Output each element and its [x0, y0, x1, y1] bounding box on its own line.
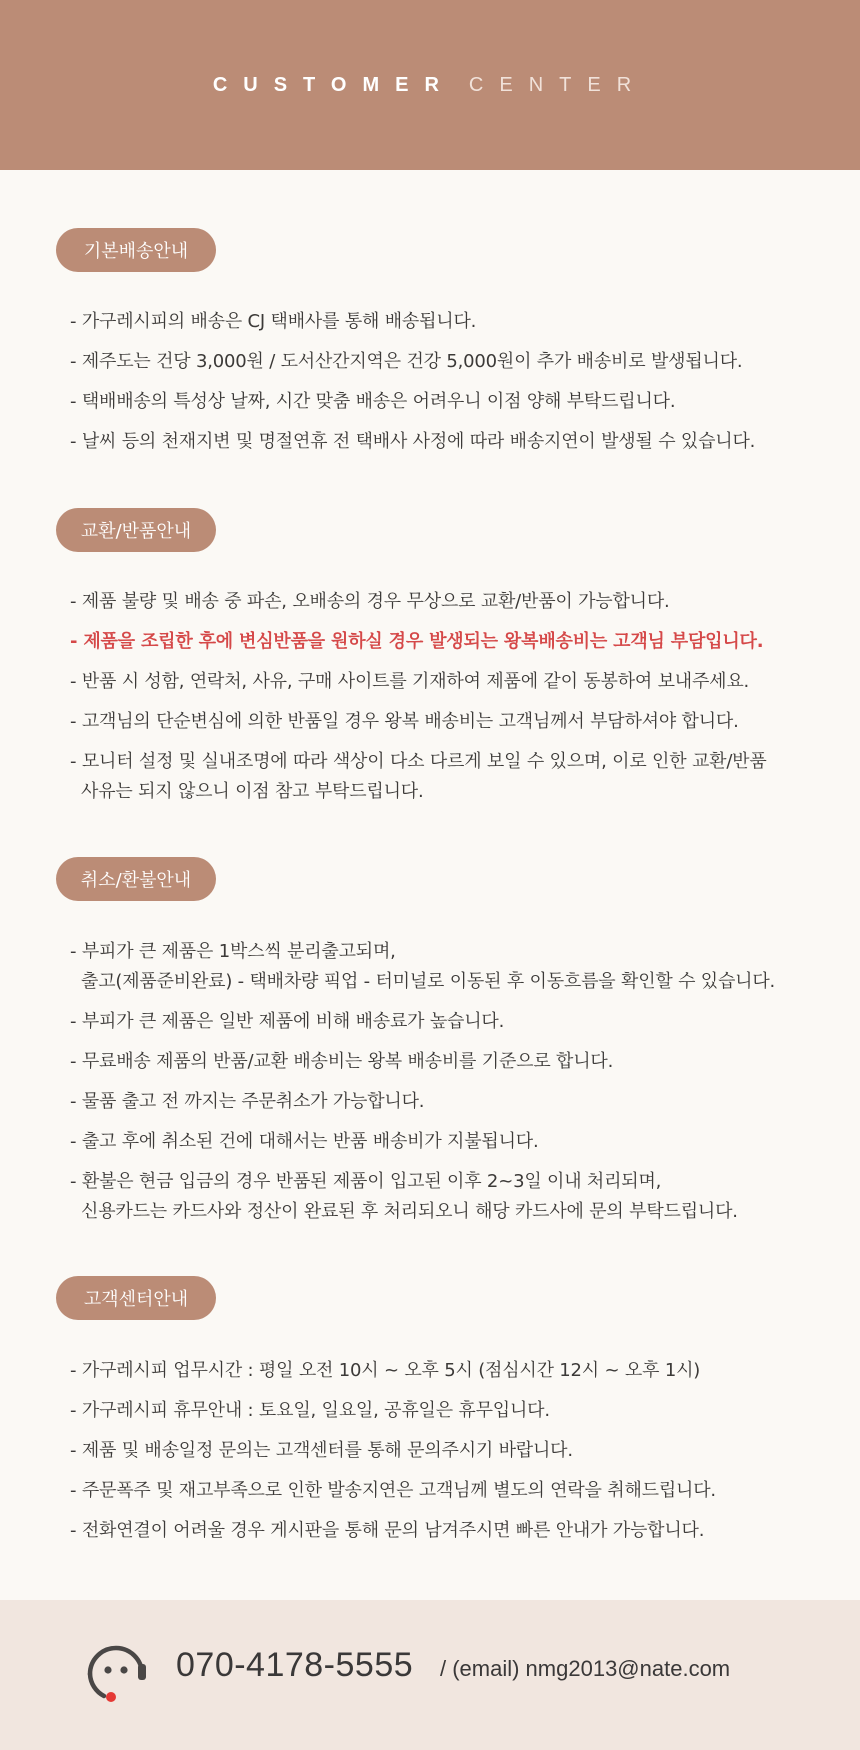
section-title-customer-center: 고객센터안내 — [56, 1276, 216, 1320]
list-item-continued: 신용카드는 카드사와 정산이 완료된 후 처리되오니 해당 카드사에 문의 부탁드립니다. — [81, 1201, 738, 1222]
list-item-warning: - 제품을 조립한 후에 변심반품을 원하실 경우 발생되는 왕복배송비는 고객님 부담입니다. — [70, 631, 764, 652]
list-item: - 고객님의 단순변심에 의한 반품일 경우 왕복 배송비는 고객님께서 부담하셔야 합니다. — [70, 711, 739, 732]
list-item: - 날씨 등의 천재지변 및 명절연휴 전 택배사 사정에 따라 배송지연이 발생될 수 있습니다. — [70, 431, 756, 452]
list-item: - 택배배송의 특성상 날짜, 시간 맞춤 배송은 어려우니 이점 양해 부탁드립니다. — [70, 391, 676, 412]
list-item-continued: 출고(제품준비완료) - 택배차량 픽업 - 터미널로 이동된 후 이동흐름을 확인할 수 있습니다. — [81, 971, 776, 992]
list-item: - 반품 시 성함, 연락처, 사유, 구매 사이트를 기재하여 제품에 같이 동봉하여 보내주세요. — [70, 671, 750, 692]
headset-icon — [78, 1630, 154, 1706]
list-item: - 부피가 큰 제품은 일반 제품에 비해 배송료가 높습니다. — [70, 1011, 505, 1032]
header-title-customer: CUSTOMER — [212, 73, 455, 96]
list-item: - 제품 및 배송일정 문의는 고객센터를 통해 문의주시기 바랍니다. — [70, 1440, 573, 1461]
list-item: - 전화연결이 어려울 경우 게시판을 통해 문의 남겨주시면 빠른 안내가 가능합니다. — [70, 1520, 705, 1541]
list-item: - 제주도는 건당 3,000원 / 도서산간지역은 건강 5,000원이 추가 배송비로 발생됩니다. — [70, 351, 743, 372]
list-item: - 물품 출고 전 까지는 주문취소가 가능합니다. — [70, 1091, 425, 1112]
list-item: - 모니터 설정 및 실내조명에 따라 색상이 다소 다르게 보일 수 있으며, 이로 인한 교환/반품 — [70, 751, 767, 772]
list-item: - 가구레시피 업무시간 : 평일 오전 10시 ~ 오후 5시 (점심시간 12시 ~ 오후 1시) — [70, 1360, 701, 1381]
list-item: - 제품 불량 및 배송 중 파손, 오배송의 경우 무상으로 교환/반품이 가능합니다. — [70, 591, 670, 612]
list-item: - 주문폭주 및 재고부족으로 인한 발송지연은 고객님께 별도의 연락을 취해드립니다. — [70, 1480, 716, 1501]
list-item: - 가구레시피의 배송은 CJ 택배사를 통해 배송됩니다. — [70, 311, 477, 332]
section-title-shipping: 기본배송안내 — [56, 228, 216, 272]
email-address: / (email) nmg2013@nate.com — [440, 1656, 731, 1681]
list-item: - 부피가 큰 제품은 1박스씩 분리출고되며, — [70, 941, 396, 962]
page-header — [0, 0, 860, 170]
list-item: - 가구레시피 휴무안내 : 토요일, 일요일, 공휴일은 휴무입니다. — [70, 1400, 550, 1421]
section-title-refund: 취소/환불안내 — [56, 857, 216, 901]
contact-footer — [0, 1600, 860, 1750]
list-item-continued: 사유는 되지 않으니 이점 참고 부탁드립니다. — [81, 781, 424, 802]
list-item: - 출고 후에 취소된 건에 대해서는 반품 배송비가 지불됩니다. — [70, 1131, 539, 1152]
list-item: - 무료배송 제품의 반품/교환 배송비는 왕복 배송비를 기준으로 합니다. — [70, 1051, 614, 1072]
section-title-exchange: 교환/반품안내 — [56, 508, 216, 552]
list-item: - 환불은 현금 입금의 경우 반품된 제품이 입고된 이후 2~3일 이내 처리되며, — [70, 1171, 662, 1192]
phone-number: 070-4178-5555 — [176, 1646, 414, 1684]
header-title-center: CENTER — [468, 73, 648, 96]
